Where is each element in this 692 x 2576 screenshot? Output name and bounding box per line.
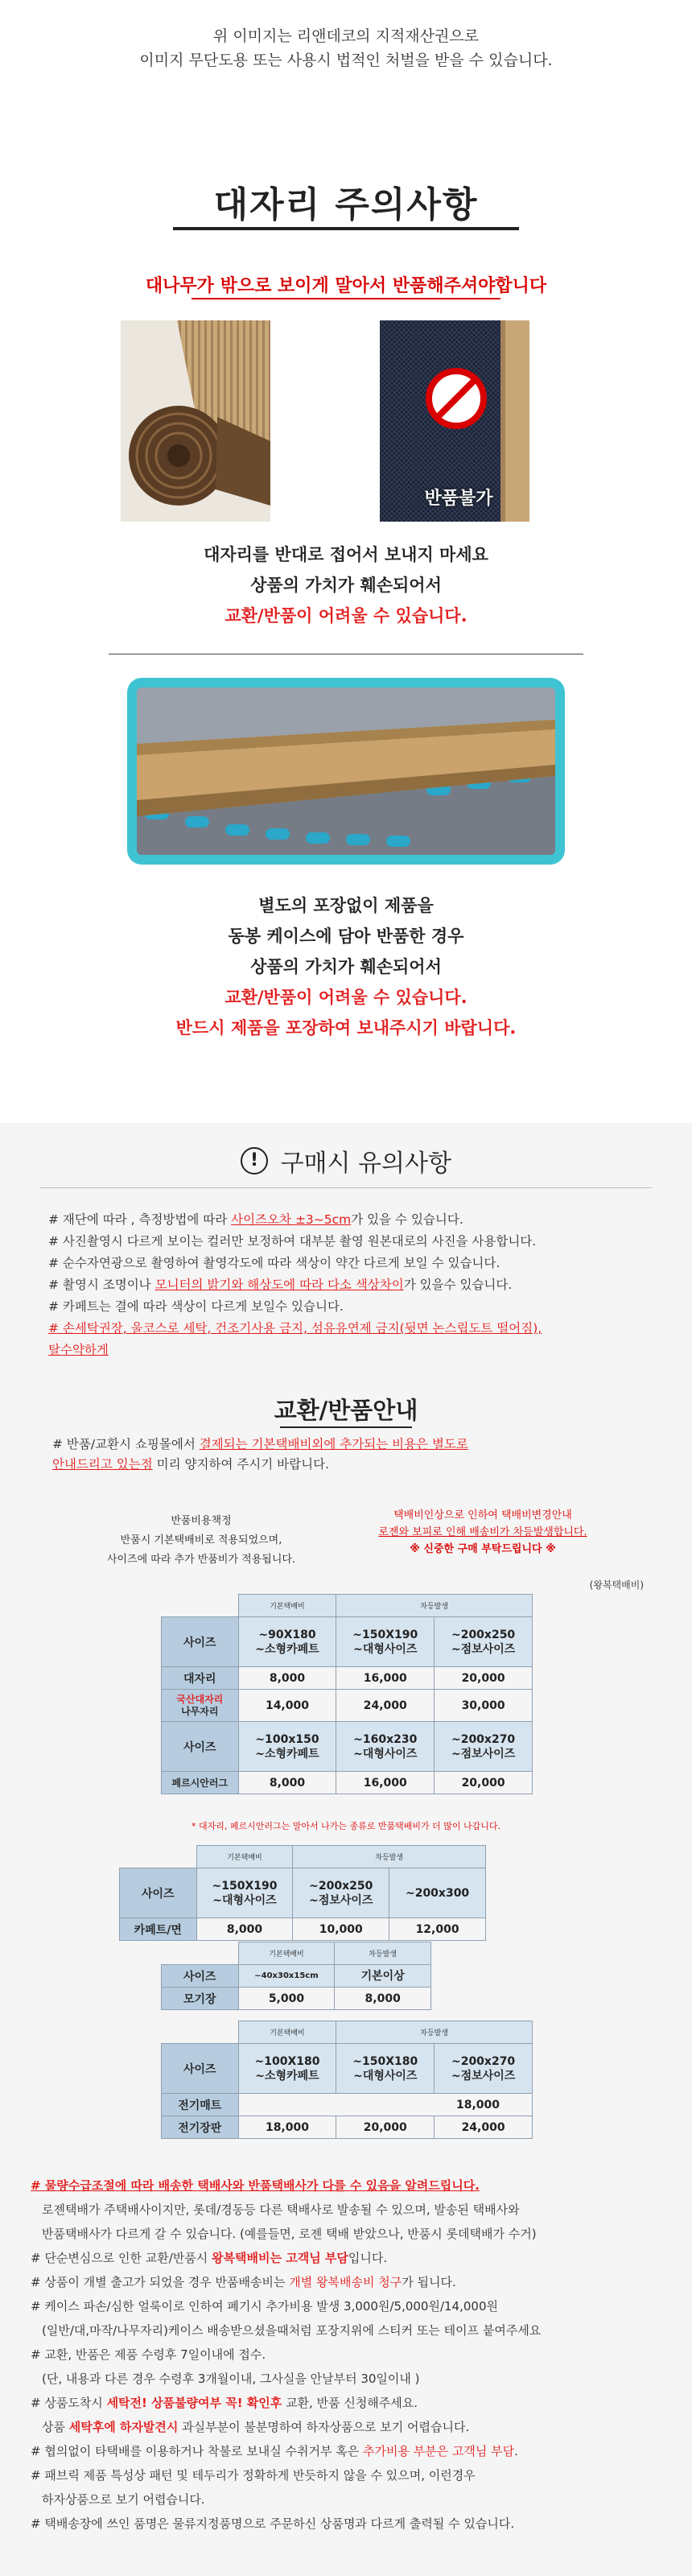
fee-table-carpet <box>119 1845 486 1941</box>
fee-cell: 18,000 <box>238 2094 532 2116</box>
size-cell: ~200x250 ~점보사이즈 <box>435 1617 533 1667</box>
caution-line: 대자리를 반대로 접어서 보내지 마세요 <box>204 545 488 564</box>
fee-cell: 12,000 <box>389 1918 486 1941</box>
policy-item: # 패브릭 제품 특성상 패턴 및 테두리가 정확하게 반듯하지 않을 수 있으며, 이런경우 <box>31 2468 476 2483</box>
policy-item: # 상품도착시 세탁전! 상품불량여부 꼭! 확인후 교환, 반품 신청해주세요. <box>31 2396 418 2410</box>
fee-cell: 20,000 <box>435 1772 533 1794</box>
caution-line: 별도의 포장없이 제품을 <box>258 896 434 915</box>
prohibited-icon <box>425 367 488 430</box>
copyright-line-1: 위 이미지는 리앤데코의 지적재산권으로 <box>212 27 480 45</box>
notice-item: # 사진촬영시 다르게 보이는 컬러만 보정하여 대부분 촬영 원본대로의 사진을 사용합니다. <box>48 1234 537 1249</box>
fee-table-mat <box>161 1594 533 1794</box>
exchange-intro-line-2: 안내드리고 있는점 미리 양지하여 주시기 바랍니다. <box>52 1457 330 1472</box>
policy-item: # 상품이 개별 출고가 되었을 경우 반품배송비는 개별 왕복배송비 청구가 됩니다. <box>31 2275 456 2289</box>
notice-item: # 재단에 따라 , 측정방법에 따라 사이즈오차 ±3~5cm가 있을 수 있습니다. <box>48 1212 463 1227</box>
size-cell: ~200x250 ~점보사이즈 <box>293 1868 389 1918</box>
notice-heading <box>0 1143 692 1179</box>
table-header: 기본택배비 <box>238 1595 336 1617</box>
exchange-title: 교환/반품안내 <box>274 1397 418 1424</box>
table-header: 기본택배비 <box>238 1942 335 1965</box>
notice-rule <box>40 1187 652 1188</box>
row-label: 사이즈 <box>162 1617 239 1667</box>
size-cell: ~150X190 ~대형사이즈 <box>196 1868 293 1918</box>
subtitle-underline <box>192 298 500 299</box>
exclamation-icon: ! <box>241 1147 268 1174</box>
caution-line: 상품의 가치가 훼손되어서 <box>250 576 442 595</box>
row-label: 모기장 <box>162 1988 239 2010</box>
size-cell: ~200x270 ~점보사이즈 <box>435 2044 533 2094</box>
row-label: 전기장판 <box>162 2116 239 2139</box>
policy-item: 반품택배사가 다르게 갈 수 있습니다. (예를들면, 로젠 택배 받았으나, 반품시 롯데택배가 수거) <box>42 2227 537 2241</box>
fee-cell: 5,000 <box>238 1988 335 2010</box>
return-fee-note: 반품비용책정 반품시 기본택배비로 적용되었으며, 사이즈에 따라 추가 반품비가 적용됩니다. <box>106 1515 296 1566</box>
fee-change-note: 택배비인상으로 인하여 택배비변경안내 로젠와 보피로 인해 배송비가 차등발생합니다. ※ 신중한 구매 부탁드립니다 ※ <box>378 1509 587 1555</box>
fee-cell: 24,000 <box>435 2116 533 2139</box>
unit-label: (왕복택배비) <box>589 1579 644 1591</box>
notice-title: 구매시 유의사항 <box>280 1150 451 1178</box>
row-label: 사이즈 <box>120 1868 197 1918</box>
row-label: 국산대자리 나무자리 <box>162 1690 239 1722</box>
policy-item: # 협의없이 타택배를 이용하거나 착불로 보내실 수취거부 혹은 추가비용 부분은 고객님 부담. <box>31 2444 518 2458</box>
fee-cell: 20,000 <box>336 2116 435 2139</box>
row-label: 대자리 <box>162 1667 239 1690</box>
size-cell: ~100x150 ~소형카페트 <box>238 1722 336 1772</box>
size-cell: ~150X180 ~대형사이즈 <box>336 2044 435 2094</box>
row-label: 페르시안러그 <box>162 1772 239 1794</box>
caution-line: 동봉 케이스에 담아 반품한 경우 <box>228 927 464 946</box>
caution-line: 상품의 가치가 훼손되어서 <box>250 957 442 976</box>
fee-cell: 30,000 <box>435 1690 533 1722</box>
policy-item: # 택배송장에 쓰인 품명은 물류지정품명으로 주문하신 상품명과 다르게 출력될 수 있습니다. <box>31 2516 515 2531</box>
title-underline <box>173 227 519 230</box>
fee-cell: 8,000 <box>238 1667 336 1690</box>
size-cell: ~160x230 ~대형사이즈 <box>336 1722 435 1772</box>
policy-item: (단, 내용과 다른 경우 수령후 3개월이내, 그사실을 안날부터 30일이내 ) <box>42 2372 420 2386</box>
correct-roll-photo <box>121 320 270 522</box>
policy-list <box>31 2174 666 2536</box>
exchange-intro <box>52 1435 640 1475</box>
size-cell: ~200x300 <box>389 1868 486 1918</box>
table-header: 기본택배비 <box>196 1846 293 1868</box>
size-cell: ~90X180 ~소형카페트 <box>238 1617 336 1667</box>
policy-item: 상품 세탁후에 하자발견시 과실부분이 불분명하여 하자상품으로 보기 어렵습니다. <box>42 2420 470 2434</box>
notice-item: # 촬영시 조명이나 모니터의 밝기와 해상도에 따라 다소 색상차이가 있을수 있습니다. <box>48 1278 513 1292</box>
policy-item: # 케이스 파손/심한 얼룩이로 인하여 폐기시 추가비용 발생 3,000원/5,000원/14,000원 <box>31 2299 498 2314</box>
fee-table-net <box>161 1942 431 2010</box>
exchange-title-underline <box>280 1426 412 1428</box>
size-cell: 기본이상 <box>335 1965 431 1988</box>
size-cell: ~150X190 ~대형사이즈 <box>336 1617 435 1667</box>
fee-cell: 18,000 <box>238 2116 336 2139</box>
size-cell: ~100X180 ~소형카페트 <box>238 2044 336 2094</box>
caution-line-red: 교환/반품이 어려울 수 있습니다. <box>224 606 468 625</box>
size-cell: ~40x30x15cm <box>238 1965 335 1988</box>
fee-cell: 8,000 <box>238 1772 336 1794</box>
fee-cell: 10,000 <box>293 1918 389 1941</box>
fee-cell: 20,000 <box>435 1667 533 1690</box>
table-header: 차등발생 <box>336 1595 533 1617</box>
notice-list <box>48 1209 644 1361</box>
notice-item: # 카페트는 결에 따라 색상이 다르게 보일수 있습니다. <box>48 1299 344 1314</box>
table-header: 차등발생 <box>293 1846 486 1868</box>
policy-item: # 단순변심으로 인한 교환/반품시 왕복택배비는 고객님 부담입니다. <box>31 2251 388 2265</box>
row-label: 전기매트 <box>162 2094 239 2116</box>
caution-line-red: 반드시 제품을 포장하여 보내주시기 바랍니다. <box>175 1018 517 1038</box>
caution-text-block-2 <box>0 890 692 1043</box>
fee-cell: 8,000 <box>335 1988 431 2010</box>
fee-cell: 8,000 <box>196 1918 293 1941</box>
fee-cell: 16,000 <box>336 1772 435 1794</box>
size-cell: ~200x270 ~점보사이즈 <box>435 1722 533 1772</box>
wash-notice-line-2: 탈수약하게 <box>48 1343 109 1357</box>
row-label: 사이즈 <box>162 1722 239 1772</box>
fee-cell: 24,000 <box>336 1690 435 1722</box>
fee-table-electric <box>161 2021 533 2139</box>
caution-text-block-1 <box>0 539 692 631</box>
row-label: 카페트/면 <box>120 1918 197 1941</box>
row-label: 사이즈 <box>162 2044 239 2094</box>
table-header: 차등발생 <box>336 2021 533 2044</box>
copyright-line-2: 이미지 무단도용 또는 사용시 법적인 처벌을 받을 수 있습니다. <box>139 52 553 69</box>
table-header: 기본택배비 <box>238 2021 336 2044</box>
mat-footnote: * 대자리, 페르시안러그는 말아서 나가는 종류로 반품택배비가 더 많이 나갑니다. <box>192 1821 500 1831</box>
no-return-badge: 반품불가 <box>424 489 493 509</box>
fee-cell: 16,000 <box>336 1667 435 1690</box>
notice-item: # 순수자연광으로 촬영하여 촬영각도에 따라 색상이 약간 다르게 보일 수 있습니다. <box>48 1256 500 1270</box>
packaging-photo <box>127 678 565 865</box>
row-label: 사이즈 <box>162 1965 239 1988</box>
mat-caution-subtitle: 대나무가 밖으로 보이게 말아서 반품해주셔야합니다 <box>145 276 547 296</box>
copyright-notice <box>0 24 692 72</box>
policy-item: 하자상품으로 보기 어렵습니다. <box>42 2492 205 2507</box>
policy-item: # 물량수급조절에 따라 배송한 택배사와 반품택배사가 다를 수 있음을 알려드립니다. <box>31 2178 480 2193</box>
mat-caution-title: 대자리 주의사항 <box>213 184 479 225</box>
fee-cell: 14,000 <box>238 1690 336 1722</box>
caution-line-red: 교환/반품이 어려울 수 있습니다. <box>224 988 468 1007</box>
wash-notice-line-1: # 손세탁권장, 울코스로 세탁, 건조기사용 금지, 섬유유연제 금지(뒷면 논스립도트 떨어짐), <box>48 1321 542 1335</box>
policy-item: (일반/대,마작/나무자리)케이스 배송받으셨을때처럼 포장지위에 스티커 또는 테이프 붙여주세요 <box>42 2323 542 2338</box>
policy-item: 로젠택배가 주택배사이지만, 롯데/경동등 다른 택배사로 발송될 수 있으며, 발송된 택배사와 <box>42 2202 520 2217</box>
table-header: 차등발생 <box>335 1942 431 1965</box>
policy-item: # 교환, 반품은 제품 수령후 7일이내에 접수. <box>31 2347 266 2362</box>
exchange-intro-line-1: # 반품/교환시 쇼핑몰에서 결제되는 기본택배비외에 추가되는 비용은 별도로 <box>52 1437 468 1451</box>
